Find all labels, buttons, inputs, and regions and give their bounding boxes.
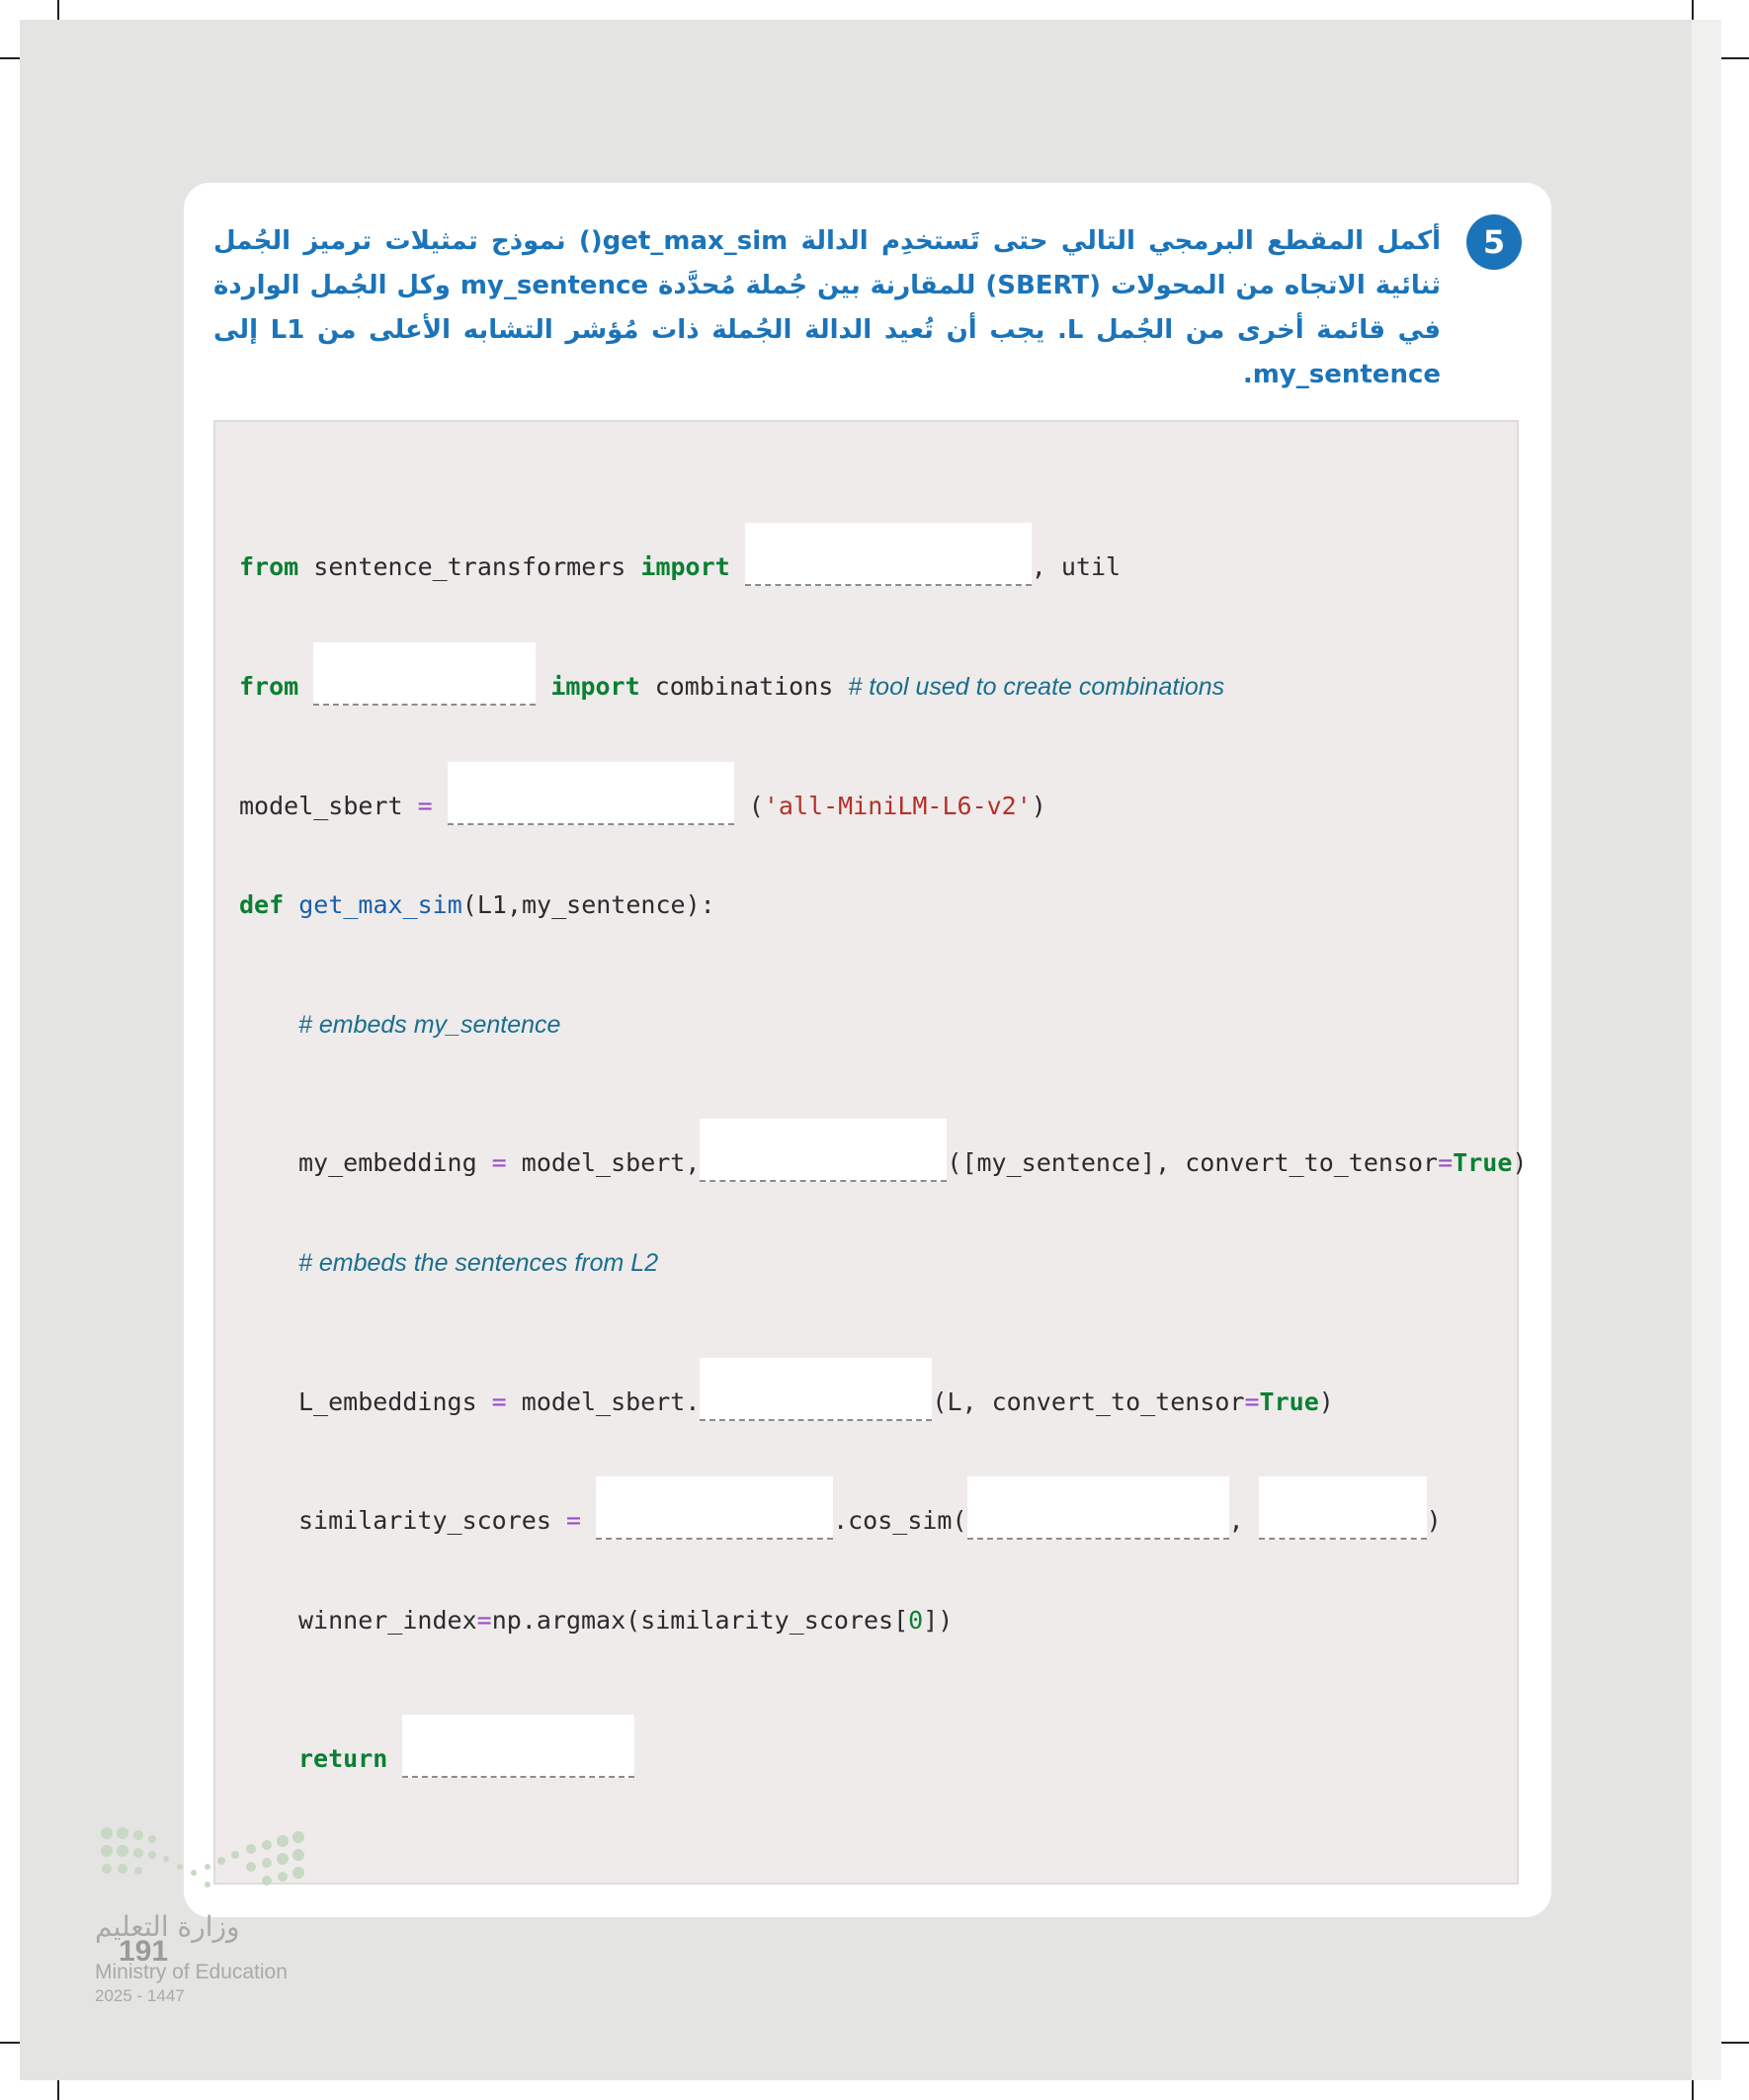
code-line-6: [298, 1119, 1528, 1177]
keyword-import: import: [640, 552, 730, 581]
blank-input-field[interactable]: [967, 1476, 1229, 1540]
code-text: ): [1512, 1148, 1528, 1177]
operator: =: [1438, 1148, 1454, 1177]
page-number: 191: [119, 1935, 169, 1968]
keyword-return: return: [298, 1744, 388, 1773]
code-text: ): [1426, 1506, 1442, 1535]
blank-input-field[interactable]: [596, 1476, 833, 1540]
code-text: model_sbert.: [506, 1387, 701, 1416]
code-line-5: [298, 1000, 560, 1050]
keyword-import: import: [550, 672, 640, 701]
code-text: np.argmax(similarity_scores[: [491, 1606, 909, 1635]
code-text: ,: [1228, 1506, 1259, 1535]
keyword-true: True: [1259, 1387, 1319, 1416]
code-text: .cos_sim(: [833, 1506, 967, 1535]
code-comment: # embeds my_sentence: [298, 1011, 561, 1039]
keyword-def: def: [239, 890, 285, 919]
code-text: (: [733, 792, 764, 820]
code-text: combinations: [639, 672, 849, 701]
code-line-7: [298, 1238, 658, 1288]
code-text: (L1,my_sentence):: [461, 890, 715, 919]
code-text: my_embedding: [298, 1148, 492, 1177]
blank-input-field[interactable]: [402, 1715, 634, 1778]
function-name: get_max_sim: [298, 890, 462, 919]
code-text: winner_index: [298, 1606, 477, 1635]
code-line-2: [239, 642, 1225, 701]
blank-input-field[interactable]: [448, 762, 734, 825]
code-line-11: [298, 1715, 634, 1773]
code-line-8: [298, 1358, 1334, 1416]
code-text: (L, convert_to_tensor: [932, 1387, 1245, 1416]
keyword-true: True: [1453, 1148, 1513, 1177]
code-line-3: [239, 762, 1046, 820]
code-text: , util: [1031, 552, 1122, 581]
blank-input-field[interactable]: [745, 523, 1032, 586]
ministry-logo-icon: [97, 1821, 324, 1900]
keyword-from: from: [239, 552, 299, 581]
operator: =: [565, 1506, 581, 1535]
operator: =: [1244, 1387, 1260, 1416]
code-block: [213, 420, 1528, 1885]
year-label: 2025 - 1447: [95, 1986, 185, 2005]
blank-input-field[interactable]: [700, 1358, 932, 1421]
code-text: similarity_scores: [298, 1506, 566, 1535]
code-text: ): [1318, 1387, 1334, 1416]
ministry-name-arabic: وزارة التعليم: [95, 1910, 240, 1943]
operator: =: [491, 1148, 507, 1177]
blank-input-field[interactable]: [1259, 1476, 1427, 1540]
code-line-10: [298, 1596, 953, 1645]
string-literal: 'all-MiniLM-L6-v2': [763, 792, 1032, 820]
code-text: model_sbert,: [506, 1148, 701, 1177]
number-literal: 0: [908, 1606, 924, 1635]
keyword-from: from: [239, 672, 299, 701]
code-text: ): [1031, 792, 1046, 820]
question-number-badge: 5: [1466, 214, 1522, 270]
code-text: ([my_sentence], convert_to_tensor: [947, 1148, 1439, 1177]
operator: =: [491, 1387, 507, 1416]
code-comment: # tool used to create combinations: [848, 673, 1225, 701]
code-comment: # embeds the sentences from L2: [298, 1249, 659, 1277]
blank-input-field[interactable]: [313, 642, 536, 706]
code-line-9: [298, 1476, 1442, 1535]
ministry-name-english: Ministry of Education: [95, 1961, 288, 1983]
question-text: أكمل المقطع البرمجي التالي حتى تَستخدِم الدالة get_max_sim() نموذج تمثيلات ترميز الجُمل ثنائية الاتجاه من المحولات (SBERT) للمقارنة بين جُملة مُحدَّدة my_sentence وكل الجُمل الواردة في قائمة أخرى من الجُمل L. يجب أن تُعيد الدالة الجُملة ذات مُؤشر التشابه الأعلى من L1 إلى my_sentence.: [213, 226, 1442, 389]
code-text: sentence_transformers: [298, 552, 641, 581]
code-line-1: [239, 523, 1122, 581]
operator: =: [476, 1606, 492, 1635]
page-edge-strip: [1692, 20, 1721, 2080]
code-text: model_sbert: [239, 792, 418, 820]
operator: =: [417, 792, 433, 820]
blank-input-field[interactable]: [700, 1119, 947, 1182]
code-text: ]): [923, 1606, 954, 1635]
code-text: L_embeddings: [298, 1387, 492, 1416]
code-line-4: [239, 881, 715, 930]
